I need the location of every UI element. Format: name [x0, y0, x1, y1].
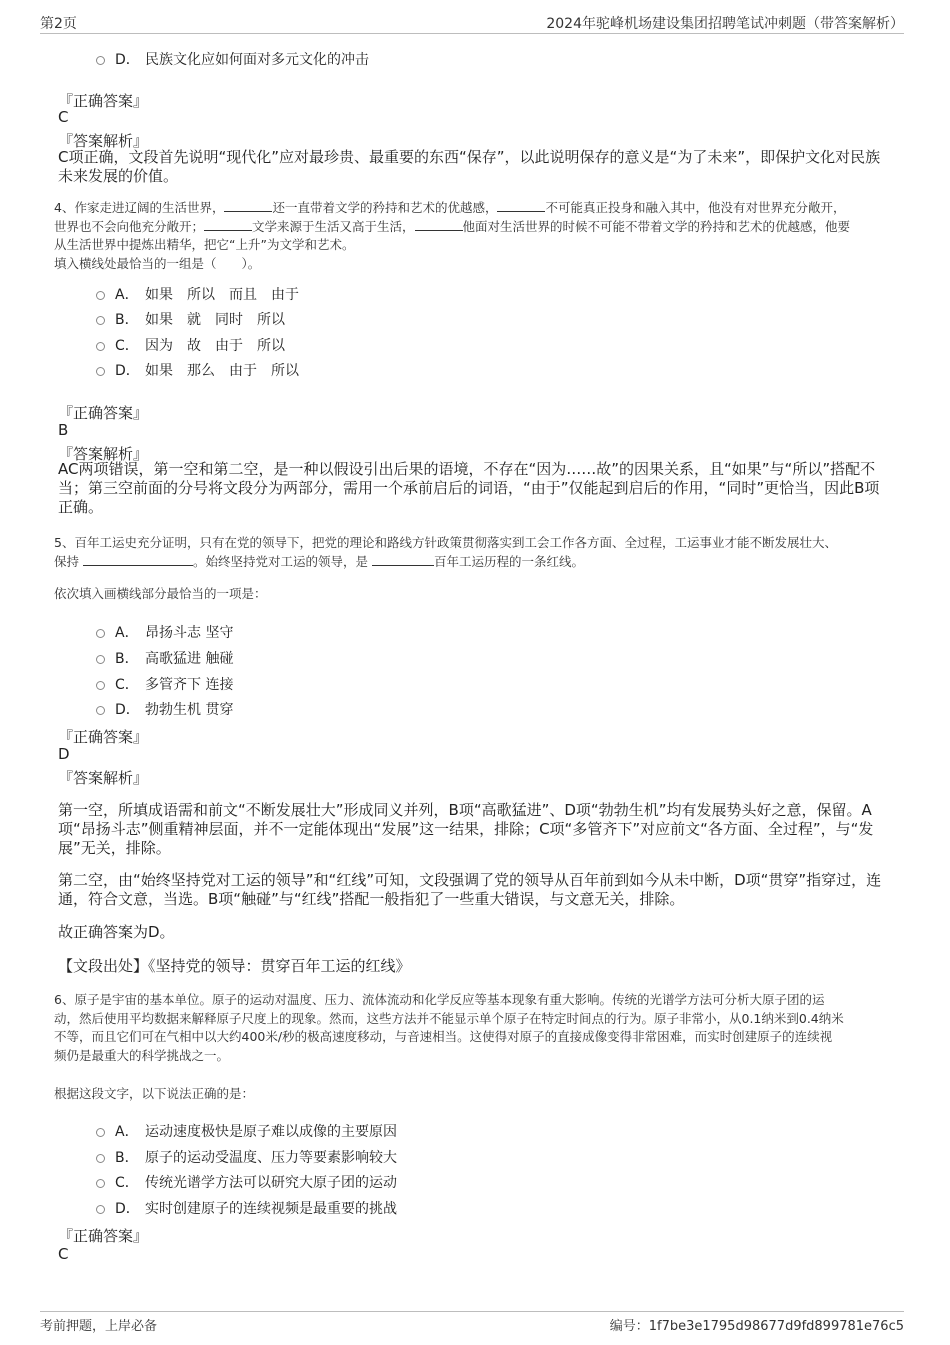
q6-instruction: 根据这段文字，以下说法正确的是： — [54, 1086, 255, 1101]
q4-option-d[interactable]: D． 如果 那么 由于 所以 — [96, 360, 299, 380]
radio-icon[interactable] — [96, 629, 105, 638]
q5-option-d[interactable]: D． 勃勃生机 贯穿 — [96, 699, 233, 719]
q4-option-b[interactable]: B． 如果 就 同时 所以 — [96, 309, 285, 329]
q5-answer: D — [58, 745, 70, 763]
radio-icon[interactable] — [96, 1154, 105, 1163]
radio-icon[interactable] — [96, 1205, 105, 1214]
page-number: 第2页 — [40, 16, 77, 32]
q5-stem: 5、百年工运史充分证明，只有在党的领导下，把党的理论和路线方针政策贯彻落实到工会工作各方面、全过程，工运事业才能不断发展壮大、 保持 。始终坚持党对工运的领导，是 百年工运历程的一条红线。 — [54, 535, 837, 569]
q5-source: 【文段出处】《坚持党的领导：贯穿百年工运的红线》 — [58, 957, 411, 975]
q5-explanation-p1: 第一空，所填成语需和前文“不断发展壮大”形成同义并列，B项“高歌猛进”、D项“勃勃生机”均有发展势头好之意，保留。A 项“昂扬斗志”侧重精神层面，并不一定能体现出“发展”这一结果，排除；C项“多管齐下”对应前文“各方面、全过程”，与“发 展”无关，排除。 — [58, 801, 874, 857]
radio-icon[interactable] — [96, 367, 105, 376]
q6-option-d[interactable]: D． 实时创建原子的连续视频是最重要的挑战 — [96, 1198, 397, 1218]
q5-option-c[interactable]: C． 多管齐下 连接 — [96, 674, 233, 694]
q4-option-a[interactable]: A． 如果 所以 而且 由于 — [96, 284, 299, 304]
q5-instruction: 依次填入画横线部分最恰当的一项是： — [54, 586, 267, 601]
q5-option-a[interactable]: A． 昂扬斗志 坚守 — [96, 622, 233, 642]
q4-answer-label: 『正确答案』 — [58, 404, 149, 422]
q5-explanation-p2: 第二空，由“始终坚持党对工运的领导”和“红线”可知，文段强调了党的领导从百年前到如今从未中断，D项“贯穿”指穿过，连 通，符合文意，当选。B项“触碰”与“红线”搭配一般指犯了一些重大错误，与文意无关，排除。 — [58, 871, 882, 908]
q5-answer-label: 『正确答案』 — [58, 728, 149, 746]
radio-icon[interactable] — [96, 1179, 105, 1188]
radio-icon[interactable] — [96, 681, 105, 690]
document-title: 2024年驼峰机场建设集团招聘笔试冲刺题（带答案解析） — [546, 16, 904, 32]
q3-explain-label: 『答案解析』 — [58, 132, 149, 150]
radio-icon[interactable] — [96, 655, 105, 664]
q3-option-d[interactable]: D． 民族文化应如何面对多元文化的冲击 — [96, 49, 369, 69]
q3-answer: C — [58, 108, 69, 126]
radio-icon[interactable] — [96, 1128, 105, 1137]
footer-divider — [40, 1311, 904, 1312]
q4-explanation: AC两项错误，第一空和第二空，是一种以假设引出后果的语境，不存在“因为……故”的因果关系，且“如果”与“所以”搭配不 当；第三空前面的分号将文段分为两部分，需用一个承前启后的词语，“由于”仅能起到启后的作用，“同时”更恰当，因此B项 正确。 — [58, 460, 880, 516]
q6-option-c[interactable]: C． 传统光谱学方法可以研究大原子团的运动 — [96, 1172, 397, 1192]
radio-icon[interactable] — [96, 706, 105, 715]
q5-conclusion: 故正确答案为D。 — [58, 923, 175, 941]
q4-stem: 4、作家走进辽阔的生活世界， 还一直带着文学的矜持和艺术的优越感， 不可能真正投身和融入其中，他没有对世界充分敞开， 世界也不会向他充分敞开； 文学来源于生活又高于生活， 他面对生活世界的时候不可能不带着文学的矜持和艺术的优越感，他要 从生活世界中提炼出精华，把它“上升”为文学和艺术。 填入横线处最恰当的一组是（ ）。 — [54, 200, 851, 271]
q6-option-a[interactable]: A． 运动速度极快是原子难以成像的主要原因 — [96, 1121, 397, 1141]
q4-explain-label: 『答案解析』 — [58, 445, 149, 463]
q4-answer: B — [58, 421, 69, 439]
q6-option-b[interactable]: B． 原子的运动受温度、压力等要素影响较大 — [96, 1147, 397, 1167]
radio-icon[interactable] — [96, 291, 105, 300]
document-code: 编号：1f7be3e1795d98677d9fd899781e76c5 — [609, 1319, 904, 1334]
q3-explanation: C项正确，文段首先说明“现代化”应对最珍贵、最重要的东西“保存”，以此说明保存的意义是“为了未来”，即保护文化对民族 未来发展的价值。 — [58, 148, 881, 185]
q3-answer-label: 『正确答案』 — [58, 92, 149, 110]
header-divider — [40, 33, 904, 34]
q5-explain-label: 『答案解析』 — [58, 769, 149, 787]
q6-stem: 6、原子是宇宙的基本单位。原子的运动对温度、压力、流体流动和化学反应等基本现象有重大影响。传统的光谱学方法可分析大原子团的运 动，然后使用平均数据来解释原子尺度上的现象。然而，这些方法并不能显示单个原子在特定时间点的行为。原子非常小，从0.1纳米到0.4纳米 不等，而且它们可在气相中以大约400米/秒的极高速度移动，与音速相当。这使得对原子的直接成像变得非常困难，而实时创建原子的连续视 频仍是最重大的科学挑战之一。 — [54, 992, 844, 1063]
radio-icon[interactable] — [96, 342, 105, 351]
footer-slogan: 考前押题，上岸必备 — [40, 1319, 158, 1334]
radio-icon[interactable] — [96, 316, 105, 325]
q6-answer-label: 『正确答案』 — [58, 1227, 149, 1245]
q4-option-c[interactable]: C． 因为 故 由于 所以 — [96, 335, 285, 355]
q5-option-b[interactable]: B． 高歌猛进 触碰 — [96, 648, 233, 668]
q6-answer: C — [58, 1245, 69, 1263]
radio-icon[interactable] — [96, 56, 105, 65]
